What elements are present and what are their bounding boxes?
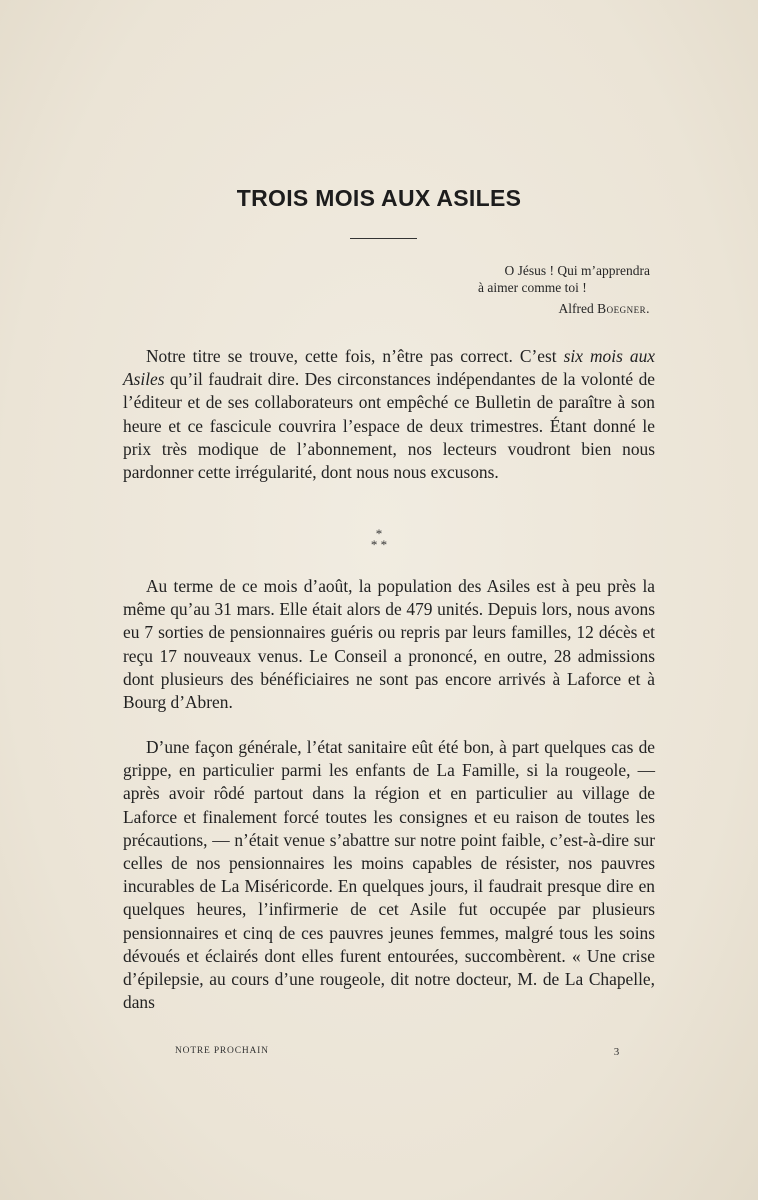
paragraph-1-part-1: Notre titre se trouve, cette fois, n’être pas correct. C’est bbox=[146, 346, 564, 366]
epigraph-line-2: à aimer comme toi ! bbox=[478, 280, 587, 295]
paragraph-3: D’une façon générale, l’état sanitaire eût été bon, à part quelques cas de grippe, en particulier parmi les enfants de La Famille, si la rougeole, — après avoir rôdé partout dans la région et en particulier au village de Laforce et finalement forcé toutes les consignes et eu raison de toutes les précautions, — n’était venue s’abattre sur notre point faible, c’est-à-dire sur celles de nos pensionnaires les moins capables de résister, nos pauvres incurables de La Miséricorde. En quelques jours, il faudrait presque dire en quelques heures, l’infirmerie de cet Asile fut occupée par plusieurs pensionnaires et cinq de ces pauvres jeunes femmes, malgré tous les soins dévoués et éclairés dont elles furent entourées, succombèrent. « Une crise d’épilepsie, au cours d’une rougeole, dit notre docteur, M. de La Chapelle, dans bbox=[123, 737, 655, 1013]
paragraph-1-part-2: qu’il faudrait dire. Des circonstances indépendantes de la volonté de l’éditeur et de ses collaborateurs ont empêché ce Bulletin de paraître à son heure et ce fascicule couvrira l’espace de deux trimestres. Étant donné le prix très modique de l’abonnement, nos lecteurs voudront bien nous pardonner cette irrégularité, dont nous nous excusons. bbox=[123, 369, 655, 483]
asterism bbox=[0, 528, 758, 550]
asterism-bottom: * * bbox=[370, 537, 388, 552]
asterism-top: * bbox=[375, 526, 383, 541]
article-title: TROIS MOIS AUX ASILES bbox=[236, 185, 522, 211]
paragraph-2: Au terme de ce mois d’août, la population des Asiles est à peu près la même qu’au 31 mars. Elle était alors de 479 unités. Depuis lors, nous avons eu 7 sorties de pensionnaires guéris ou repris par leurs familles, 12 décès et reçu 17 nouveaux venus. Le Conseil a prononcé, en outre, 28 admissions dont plusieurs des bénéficiaires ne sont pas encore arrivés à Laforce et à Bourg d’Abren. bbox=[123, 576, 655, 713]
paragraph-1-italic: six mois aux Asiles bbox=[123, 346, 655, 390]
epigraph-author-last: Boegner. bbox=[597, 301, 650, 316]
title-divider bbox=[350, 238, 417, 239]
page-number: 3 bbox=[613, 1046, 620, 1058]
epigraph bbox=[440, 262, 650, 317]
page-footer bbox=[175, 1046, 620, 1056]
epigraph-author-first: Alfred bbox=[558, 301, 598, 316]
epigraph-author bbox=[440, 300, 650, 317]
epigraph-line-1: O Jésus ! Qui m’apprendra bbox=[504, 263, 650, 278]
running-title: NOTRE PROCHAIN bbox=[175, 1046, 269, 1056]
paragraph-1 bbox=[123, 345, 655, 484]
